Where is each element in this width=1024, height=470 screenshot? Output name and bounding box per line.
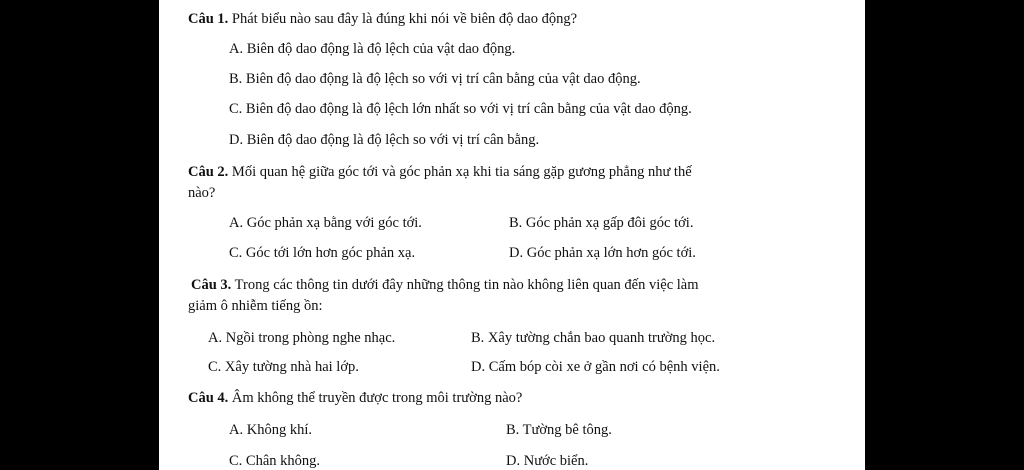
question-text: Trong các thông tin dưới đây những thông tin nào không liên quan đến việc làm <box>234 277 699 293</box>
question-text: Âm không thể truyền được trong môi trường nào? <box>231 390 523 406</box>
question-2-option-b: B. Góc phản xạ gấp đôi góc tới. <box>509 215 694 231</box>
question-number: Câu 3. <box>191 277 232 293</box>
question-number: Câu 2. <box>188 164 229 180</box>
question-3-option-b: B. Xây tường chắn bao quanh trường học. <box>471 330 716 346</box>
question-text: Mối quan hệ giữa góc tới và góc phản xạ khi tia sáng gặp gương phẳng như thế <box>231 164 692 180</box>
question-number: Câu 1. <box>188 11 229 27</box>
question-2-stem-continued: nào? <box>188 185 216 201</box>
question-3-option-a: A. Ngồi trong phòng nghe nhạc. <box>208 330 396 346</box>
question-4-option-d: D. Nước biển. <box>506 453 589 469</box>
question-3-option-d: D. Cấm bóp còi xe ở gần nơi có bệnh viện. <box>471 359 720 375</box>
question-text: Phát biểu nào sau đây là đúng khi nói về biên độ dao động? <box>231 11 578 27</box>
question-4-option-a: A. Không khí. <box>229 422 312 438</box>
question-3-option-c: C. Xây tường nhà hai lớp. <box>208 359 359 375</box>
question-3-stem <box>191 276 699 294</box>
question-2-option-c: C. Góc tới lớn hơn góc phản xạ. <box>229 245 416 261</box>
question-1-option-c: C. Biên độ dao động là độ lệch lớn nhất so với vị trí cân bằng của vật dao động. <box>229 101 692 117</box>
question-2-stem <box>188 163 692 181</box>
question-1-option-d: D. Biên độ dao động là độ lệch so với vị trí cân bằng. <box>229 132 540 148</box>
question-4-stem <box>188 389 522 407</box>
question-2-option-a: A. Góc phản xạ bằng với góc tới. <box>229 215 422 231</box>
question-1-option-b: B. Biên độ dao động là độ lệch so với vị trí cân bằng của vật dao động. <box>229 71 641 87</box>
question-1-stem <box>188 10 577 28</box>
question-3-stem-continued: giảm ô nhiễm tiếng ồn: <box>188 298 323 314</box>
question-2-option-d: D. Góc phản xạ lớn hơn góc tới. <box>509 245 696 261</box>
question-1-option-a: A. Biên độ dao động là độ lệch của vật dao động. <box>229 41 516 57</box>
question-number: Câu 4. <box>188 390 229 406</box>
question-4-option-b: B. Tường bê tông. <box>506 422 612 438</box>
question-4-option-c: C. Chân không. <box>229 453 321 469</box>
document-page <box>159 0 865 470</box>
